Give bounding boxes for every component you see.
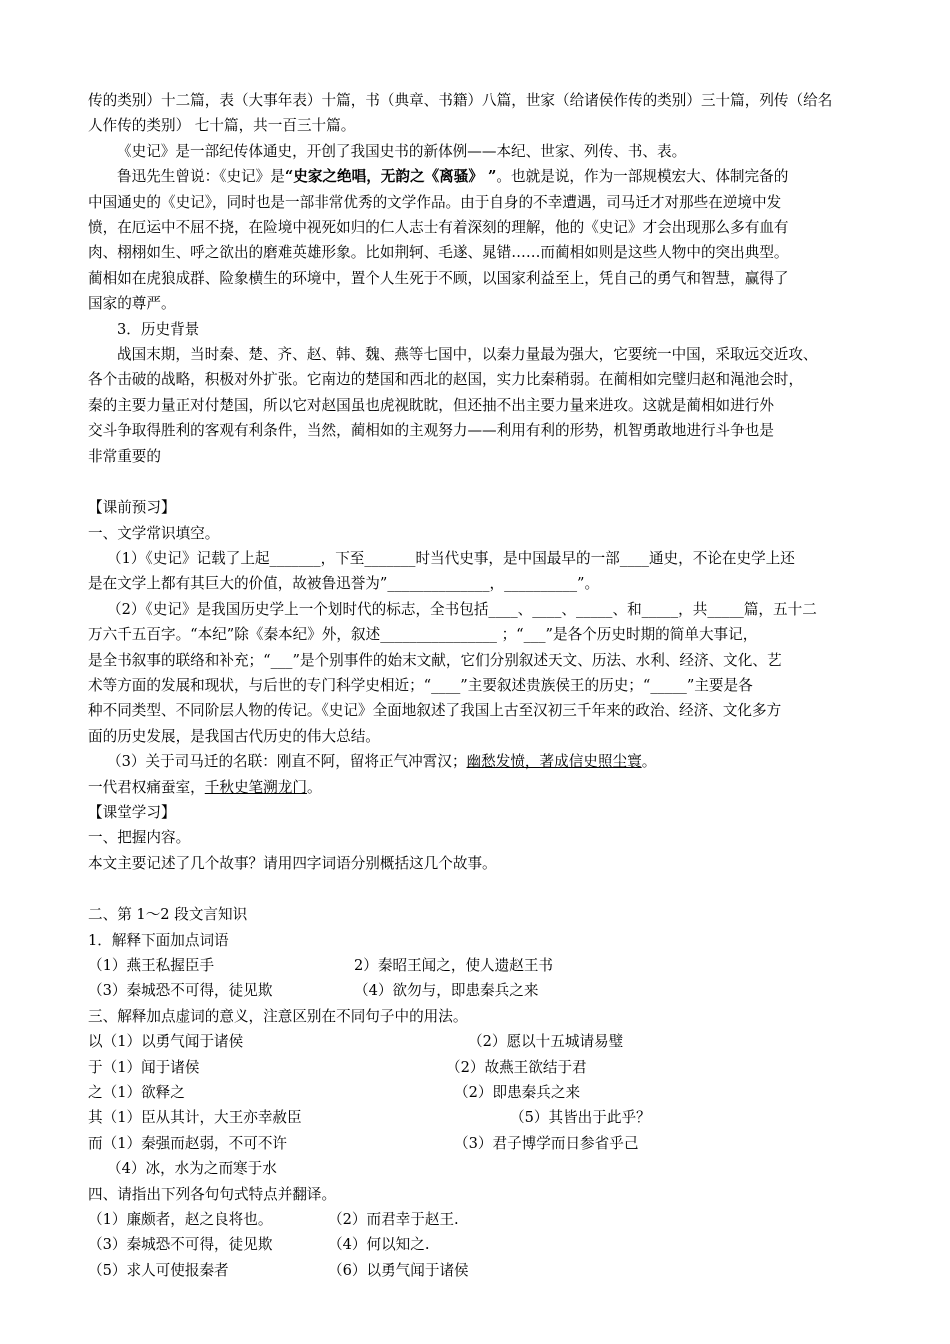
background-line-4: 交斗争取得胜利的客观有利条件，当然，蔺相如的主观努力——利用有利的形势，机智勇敢地进行斗争也是 [88, 422, 774, 440]
background-line-5: 非常重要的 [88, 447, 161, 465]
lu-xun-prefix: 鲁迅先生曾说：《史记》是 [117, 168, 285, 186]
function-word-item: （2）故燕王欲结于君 [446, 1058, 587, 1076]
function-word-item: （5）其皆出于此乎？ [510, 1109, 651, 1127]
function-word-row [88, 1055, 872, 1080]
question-2-line-6: 面的历史发展，是我国古代历史的伟大总结。 [88, 727, 380, 745]
question-3-line-2 [88, 775, 872, 800]
question-2-line-3: 是全书叙事的联络和补充；“___”是个别事件的始末文献，它们分别叙述天文、历法、水利、经济、文化、艺 [88, 651, 782, 669]
blank-line [88, 876, 872, 902]
function-word-item: （2）愿以十五城请易璧 [468, 1033, 624, 1051]
couplet-underlined-1: 幽愁发愤，著成信史照尘寰 [466, 753, 642, 771]
lu-xun-line-5: 蔺相如在虎狼成群、险象横生的环境中，置个人生死于不顾，以国家利益至上，凭自己的勇气和智慧，赢得了 [88, 269, 789, 287]
function-word-item: （2）即患秦兵之来 [454, 1084, 581, 1102]
question-1-line-1: （1）《史记》记载了上起_______，下至_______时当代史事，是中国最早的一部____通史，不论在史学上还 [107, 549, 795, 567]
word-item: （4）欲勿与，即患秦兵之来 [354, 982, 539, 1000]
classroom-heading: 【课堂学习】 [88, 803, 176, 821]
function-word-row [88, 1080, 872, 1105]
sentence-item: （1）廉颇者，赵之良将也。 [88, 1211, 273, 1229]
document-page [88, 88, 872, 1283]
function-word-item: （3）君子博学而日参省乎己 [454, 1134, 639, 1152]
function-word-item: 以（1）以勇气闻于诸侯 [88, 1033, 244, 1051]
function-word-item: 于（1）闻于诸侯 [88, 1058, 200, 1076]
background-line-3: 秦的主要力量正对付楚国，所以它对赵国虽也虎视眈眈，但还抽不出主要力量来进攻。这就是蔺相如进行外 [88, 396, 774, 414]
function-word-item: 而（1）秦强而赵弱，不可不许 [88, 1134, 288, 1152]
lu-xun-quote-line [88, 164, 872, 189]
question-1-line-2: 是在文学上都有其巨大的价值，故被鲁迅誉为”______________，__________”。 [88, 575, 600, 593]
preview-heading: 【课前预习】 [88, 499, 176, 517]
shiji-overview-paragraph: 《史记》是一部纪传体通史，开创了我国史书的新体例——本纪、世家、列传、书、表。 [117, 142, 687, 160]
lu-xun-quote: “史家之绝唱，无韵之《离骚》 ” [284, 168, 497, 186]
word-explain-title: 1．解释下面加点词语 [88, 931, 229, 949]
sentence-item: （3）秦城恐不可得，徒见欺 [88, 1236, 273, 1254]
sentence-item: （5）求人可使报秦者 [88, 1261, 229, 1279]
word-row-1 [88, 953, 872, 978]
sentence-item: （2）而君幸于赵王. [328, 1211, 459, 1229]
lu-xun-line-2: 中国通史的《史记》，同时也是一部非常优秀的文学作品。由于自身的不幸遭遇，司马迁才对那些在逆境中发 [88, 193, 782, 211]
lu-xun-line-6: 国家的尊严。 [88, 295, 176, 313]
lu-xun-suffix: 。也就是说，作为一部规模宏大、体制完备的 [496, 168, 789, 186]
function-word-row [88, 1131, 872, 1156]
question-2-line-2: 万六千五百字。“本纪”除《秦本纪》外，叙述________________ ；“___”是各个历史时期的简单大事记， [88, 626, 758, 644]
sentence-item: （4）何以知之. [328, 1236, 430, 1254]
function-word-item: 其（1）臣从其计，大王亦幸赦臣 [88, 1109, 302, 1127]
word-item: （3）秦城恐不可得，徒见欺 [88, 982, 273, 1000]
question-2-line-1: （2）《史记》是我国历史学上一个划时代的标志，全书包括____、____、_____、和_____，共_____篇，五十二 [107, 600, 817, 618]
classroom-section-4-title: 四、请指出下列各句句式特点并翻译。 [88, 1185, 337, 1203]
function-word-row [88, 1029, 872, 1054]
question-3-line-1 [88, 749, 872, 774]
couplet-2-prefix: 一代君权痛蚕室， [88, 778, 205, 796]
function-word-row [88, 1105, 872, 1130]
sentence-item: （6）以勇气闻于诸侯 [328, 1261, 469, 1279]
function-word-item: 之（1）欲释之 [88, 1084, 185, 1102]
couplet-2-suffix: 。 [306, 778, 322, 796]
preview-section-1-title: 一、文学常识填空。 [88, 524, 220, 542]
sentence-row [88, 1232, 872, 1257]
classroom-section-1-question: 本文主要记述了几个故事？请用四字词语分别概括这几个故事。 [88, 854, 497, 872]
question-2-line-4: 术等方面的发展和现状，与后世的专门科学史相近；“____”主要叙述贵族侯王的历史；“_____”主要是各 [88, 676, 753, 694]
background-heading: 3．历史背景 [117, 320, 200, 338]
background-line-1: 战国末期，当时秦、楚、齐、赵、韩、魏、燕等七国中，以秦力量最为强大，它要统一中国，采取远交近攻、 [117, 346, 818, 364]
lu-xun-line-4: 肉、栩栩如生、呼之欲出的磨难英雄形象。比如荆轲、毛遂、晁错……而蔺相如则是这些人物中的突出典型。 [88, 244, 789, 262]
function-word-extra: （4）冰，水为之而寒于水 [107, 1160, 277, 1178]
classroom-section-1-title: 一、把握内容。 [88, 829, 191, 847]
blank-line [88, 469, 872, 495]
classroom-section-2-title: 二、第 1～2 段文言知识 [88, 906, 248, 924]
word-item: 2）秦昭王闻之，使人遗赵王书 [354, 957, 554, 974]
sentence-row [88, 1207, 872, 1232]
word-row-2 [88, 978, 872, 1003]
intro-line-1: 传的类别）十二篇，表（大事年表）十篇，书（典章、书籍）八篇，世家（给诸侯作传的类别）三十篇，列传（给名 [88, 92, 833, 109]
background-line-2: 各个击破的战略，积极对外扩张。它南边的楚国和西北的赵国，实力比秦稍弱。在蔺相如完璧归赵和渑池会时， [88, 371, 804, 389]
question-2-line-5: 种不同类型、不同阶层人物的传记。《史记》全面地叙述了我国上古至汉初三千年来的政治、经济、文化多方 [88, 702, 782, 720]
lu-xun-line-3: 愤，在厄运中不屈不挠，在险境中视死如归的仁人志士有着深刻的理解，他的《史记》才会出现那么多有血有 [88, 219, 789, 237]
couplet-prefix: （3）关于司马迁的名联：刚直不阿，留将正气冲霄汉； [107, 753, 467, 771]
intro-line-2: 人作传的类别） 七十篇，共一百三十篇。 [88, 117, 356, 135]
classroom-section-3-title: 三、解释加点虚词的意义，注意区别在不同句子中的用法。 [88, 1007, 468, 1025]
couplet-underlined-2: 千秋史笔溯龙门 [204, 778, 307, 796]
couplet-suffix: 。 [641, 753, 657, 771]
sentence-row [88, 1258, 872, 1283]
word-item: （1）燕王私握臣手 [88, 957, 215, 974]
